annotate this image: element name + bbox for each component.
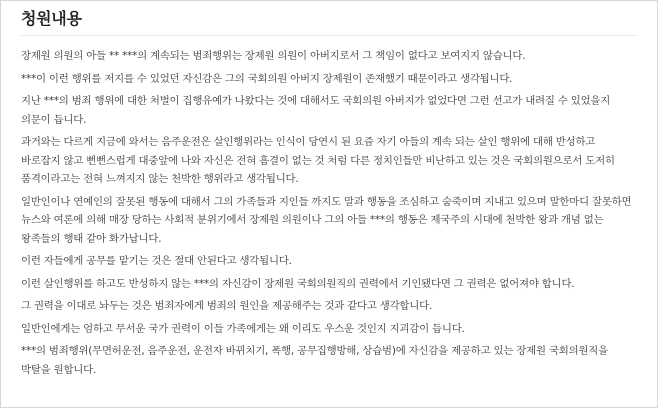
section-header [21,1,637,36]
petition-paragraph: 이런 살인행위를 하고도 반성하지 않는 ***의 자신감이 장제원 국회의원직의 권력에서 기인됐다면 그 권력은 없어져야 합니다. [21,277,575,290]
petition-paragraph: 과거와는 다르게 지금에 와서는 음주운전은 살인행위라는 인식이 당연시 된 요즘 자기 아들의 계속 되는 살인 행위에 대해 반성하고 바로잡지 않고 뻔뻔스럽게 대중앞에 나와 자신은 전혀 흠결이 없는 것 처럼 다른 정치인들만 비난하고 있는 것은 국회의원으로서 도저히 품격이라고는 전혀 느껴지지 않는 천박한 행위라고 생각됩니다. [21,136,615,185]
petition-paragraph: 장제원 의원의 아들 ** ***의 계속되는 범죄행위는 장제원 의원이 아버지로서 그 책임이 없다고 보여지지 않습니다. [21,50,526,62]
petition-paragraph: ***의 범죄행위(무면허운전, 음주운전, 운전자 바뀌치기, 폭행, 공무집행방해, 상습범)에 자신감을 제공하고 있는 장제원 국회의원직을 박탈을 원합니다. [21,345,608,376]
petition-body [21,47,635,383]
petition-paragraph: 이런 자들에게 공무를 맡기는 것은 절대 안된다고 생각됩니다. [21,255,292,267]
section-title: 청원내용 [21,9,82,28]
petition-paragraph: 그 권력을 이대로 놔두는 것은 범죄자에게 범죄의 원인을 제공해주는 것과 같다고 생각합니다. [21,300,433,312]
petition-paragraph: 일반인이나 연예인의 잘못된 행동에 대해서 그의 가족들과 지인들 까지도 말과 행동을 조심하고 숨죽이며 지내고 있으며 말한마디 잘못하면 뉴스와 여론에 의해 매장 당하는 사회적 분위기에서 장제원 의원이나 그의 아들 ***의 행동은 제국주의 시대에 천박한 왕과 개념 없는 왕족들의 행태 같아 화가납니다. [21,195,632,245]
petition-paragraph: ***이 이런 행위를 저지를 수 있었던 자신감은 그의 국회의원 아버지 장제원이 존재했기 때문이라고 생각됩니다. [21,72,513,85]
petition-paragraph: 일반인에게는 엄하고 무서운 국가 권력이 이들 가족에게는 왜 이리도 우스운 것인지 지괴감이 듭니다. [21,322,465,335]
petition-paragraph: 지난 ***의 범죄 행위에 대한 처벌이 집행유예가 나왔다는 것에 대해서도 국회의원 아버지가 없었다면 그런 선고가 내려질 수 있었을지 의문이 듭니다. [21,95,611,126]
